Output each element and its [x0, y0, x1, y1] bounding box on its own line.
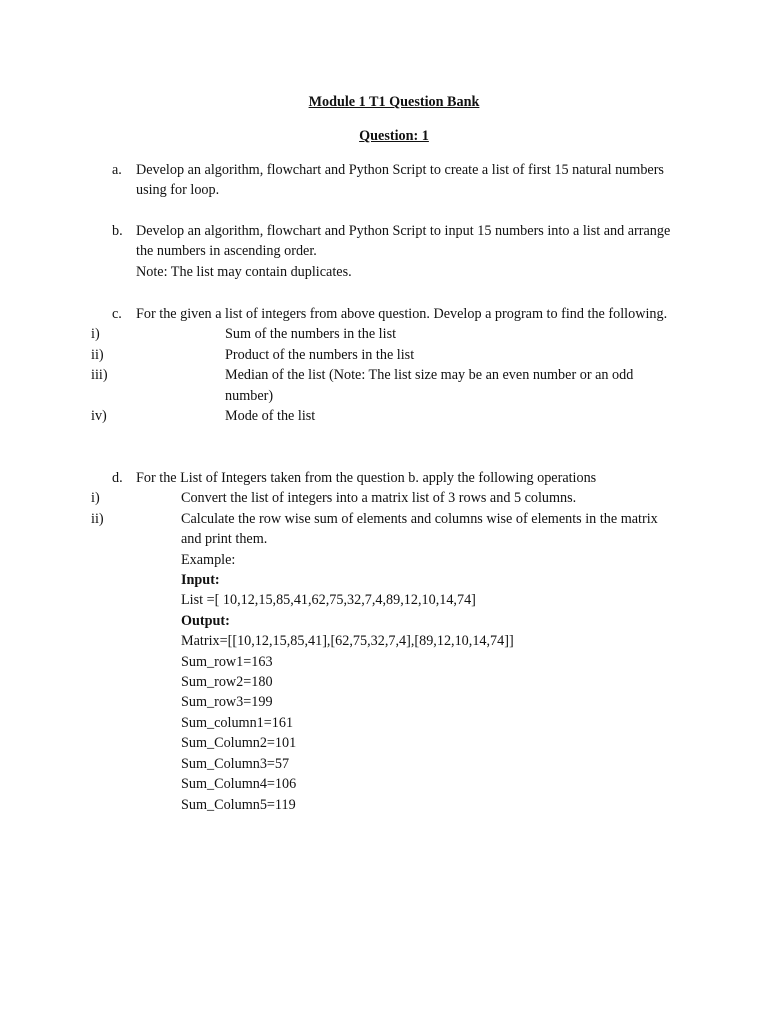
output-line: Sum_Column3=57: [181, 755, 290, 772]
question-d-letter: d.: [112, 470, 123, 486]
output-line: Sum_Column2=101: [181, 735, 297, 752]
question-b-letter: b.: [112, 223, 123, 239]
question-a-letter: a.: [112, 162, 122, 178]
question-c: [91, 304, 672, 426]
question-c-item: [91, 406, 672, 426]
input-label: Input:: [181, 572, 220, 589]
item-number: iii): [91, 367, 108, 384]
item-text: Median of the list (Note: The list size may be an even number or an odd number): [225, 367, 634, 404]
question-c-item: [91, 345, 672, 365]
input-value: List =[ 10,12,15,85,41,62,75,32,7,4,89,12,10,14,74]: [181, 592, 476, 609]
item-text: Convert the list of integers into a matrix list of 3 rows and 5 columns.: [181, 490, 577, 507]
output-line: Sum_row2=180: [181, 674, 273, 691]
question-b-note: Note: The list may contain duplicates.: [136, 263, 352, 280]
example-label: Example:: [181, 551, 236, 568]
output-line-matrix: Matrix=[[10,12,15,85,41],[62,75,32,7,4],[89,12,10,14,74]]: [181, 633, 514, 650]
question-a-text: Develop an algorithm, flowchart and Python Script to create a list of first 15 natural numbers using for loop.: [136, 162, 664, 199]
output-line: Sum_Column4=106: [181, 776, 297, 793]
output-line: Sum_row1=163: [181, 653, 273, 670]
item-text: Calculate the row wise sum of elements and columns wise of elements in the matrix and print them.: [181, 510, 658, 548]
question-c-item: [91, 365, 672, 406]
question-c-text: For the given a list of integers from above question. Develop a program to find the following.: [136, 306, 668, 322]
question-b: [112, 221, 672, 282]
output-label: Output:: [181, 612, 230, 629]
output-line: Sum_column1=161: [181, 714, 294, 731]
question-a: [112, 160, 672, 201]
question-c-item: [91, 324, 672, 344]
document-title: Module 1 T1 Question Bank: [308, 94, 480, 110]
question-d: [91, 468, 672, 815]
item-text: Product of the numbers in the list: [225, 346, 415, 363]
question-d-item: [91, 488, 672, 508]
item-number: i): [91, 490, 100, 507]
question-heading: Question: 1: [359, 128, 429, 144]
item-number: ii): [91, 346, 104, 363]
question-d-text: For the List of Integers taken from the question b. apply the following operations: [136, 470, 597, 486]
item-number: iv): [91, 408, 107, 425]
item-text: Mode of the list: [225, 408, 316, 425]
item-text: Sum of the numbers in the list: [225, 326, 397, 343]
question-d-item: [91, 509, 672, 550]
output-line: Sum_row3=199: [181, 694, 273, 711]
output-line: Sum_Column5=119: [181, 796, 296, 813]
example-block: [181, 550, 672, 815]
question-c-letter: c.: [112, 306, 122, 322]
question-b-text: Develop an algorithm, flowchart and Python Script to input 15 numbers into a list and arrange the numbers in ascending order.: [136, 223, 671, 260]
item-number: i): [91, 326, 100, 343]
item-number: ii): [91, 510, 104, 527]
